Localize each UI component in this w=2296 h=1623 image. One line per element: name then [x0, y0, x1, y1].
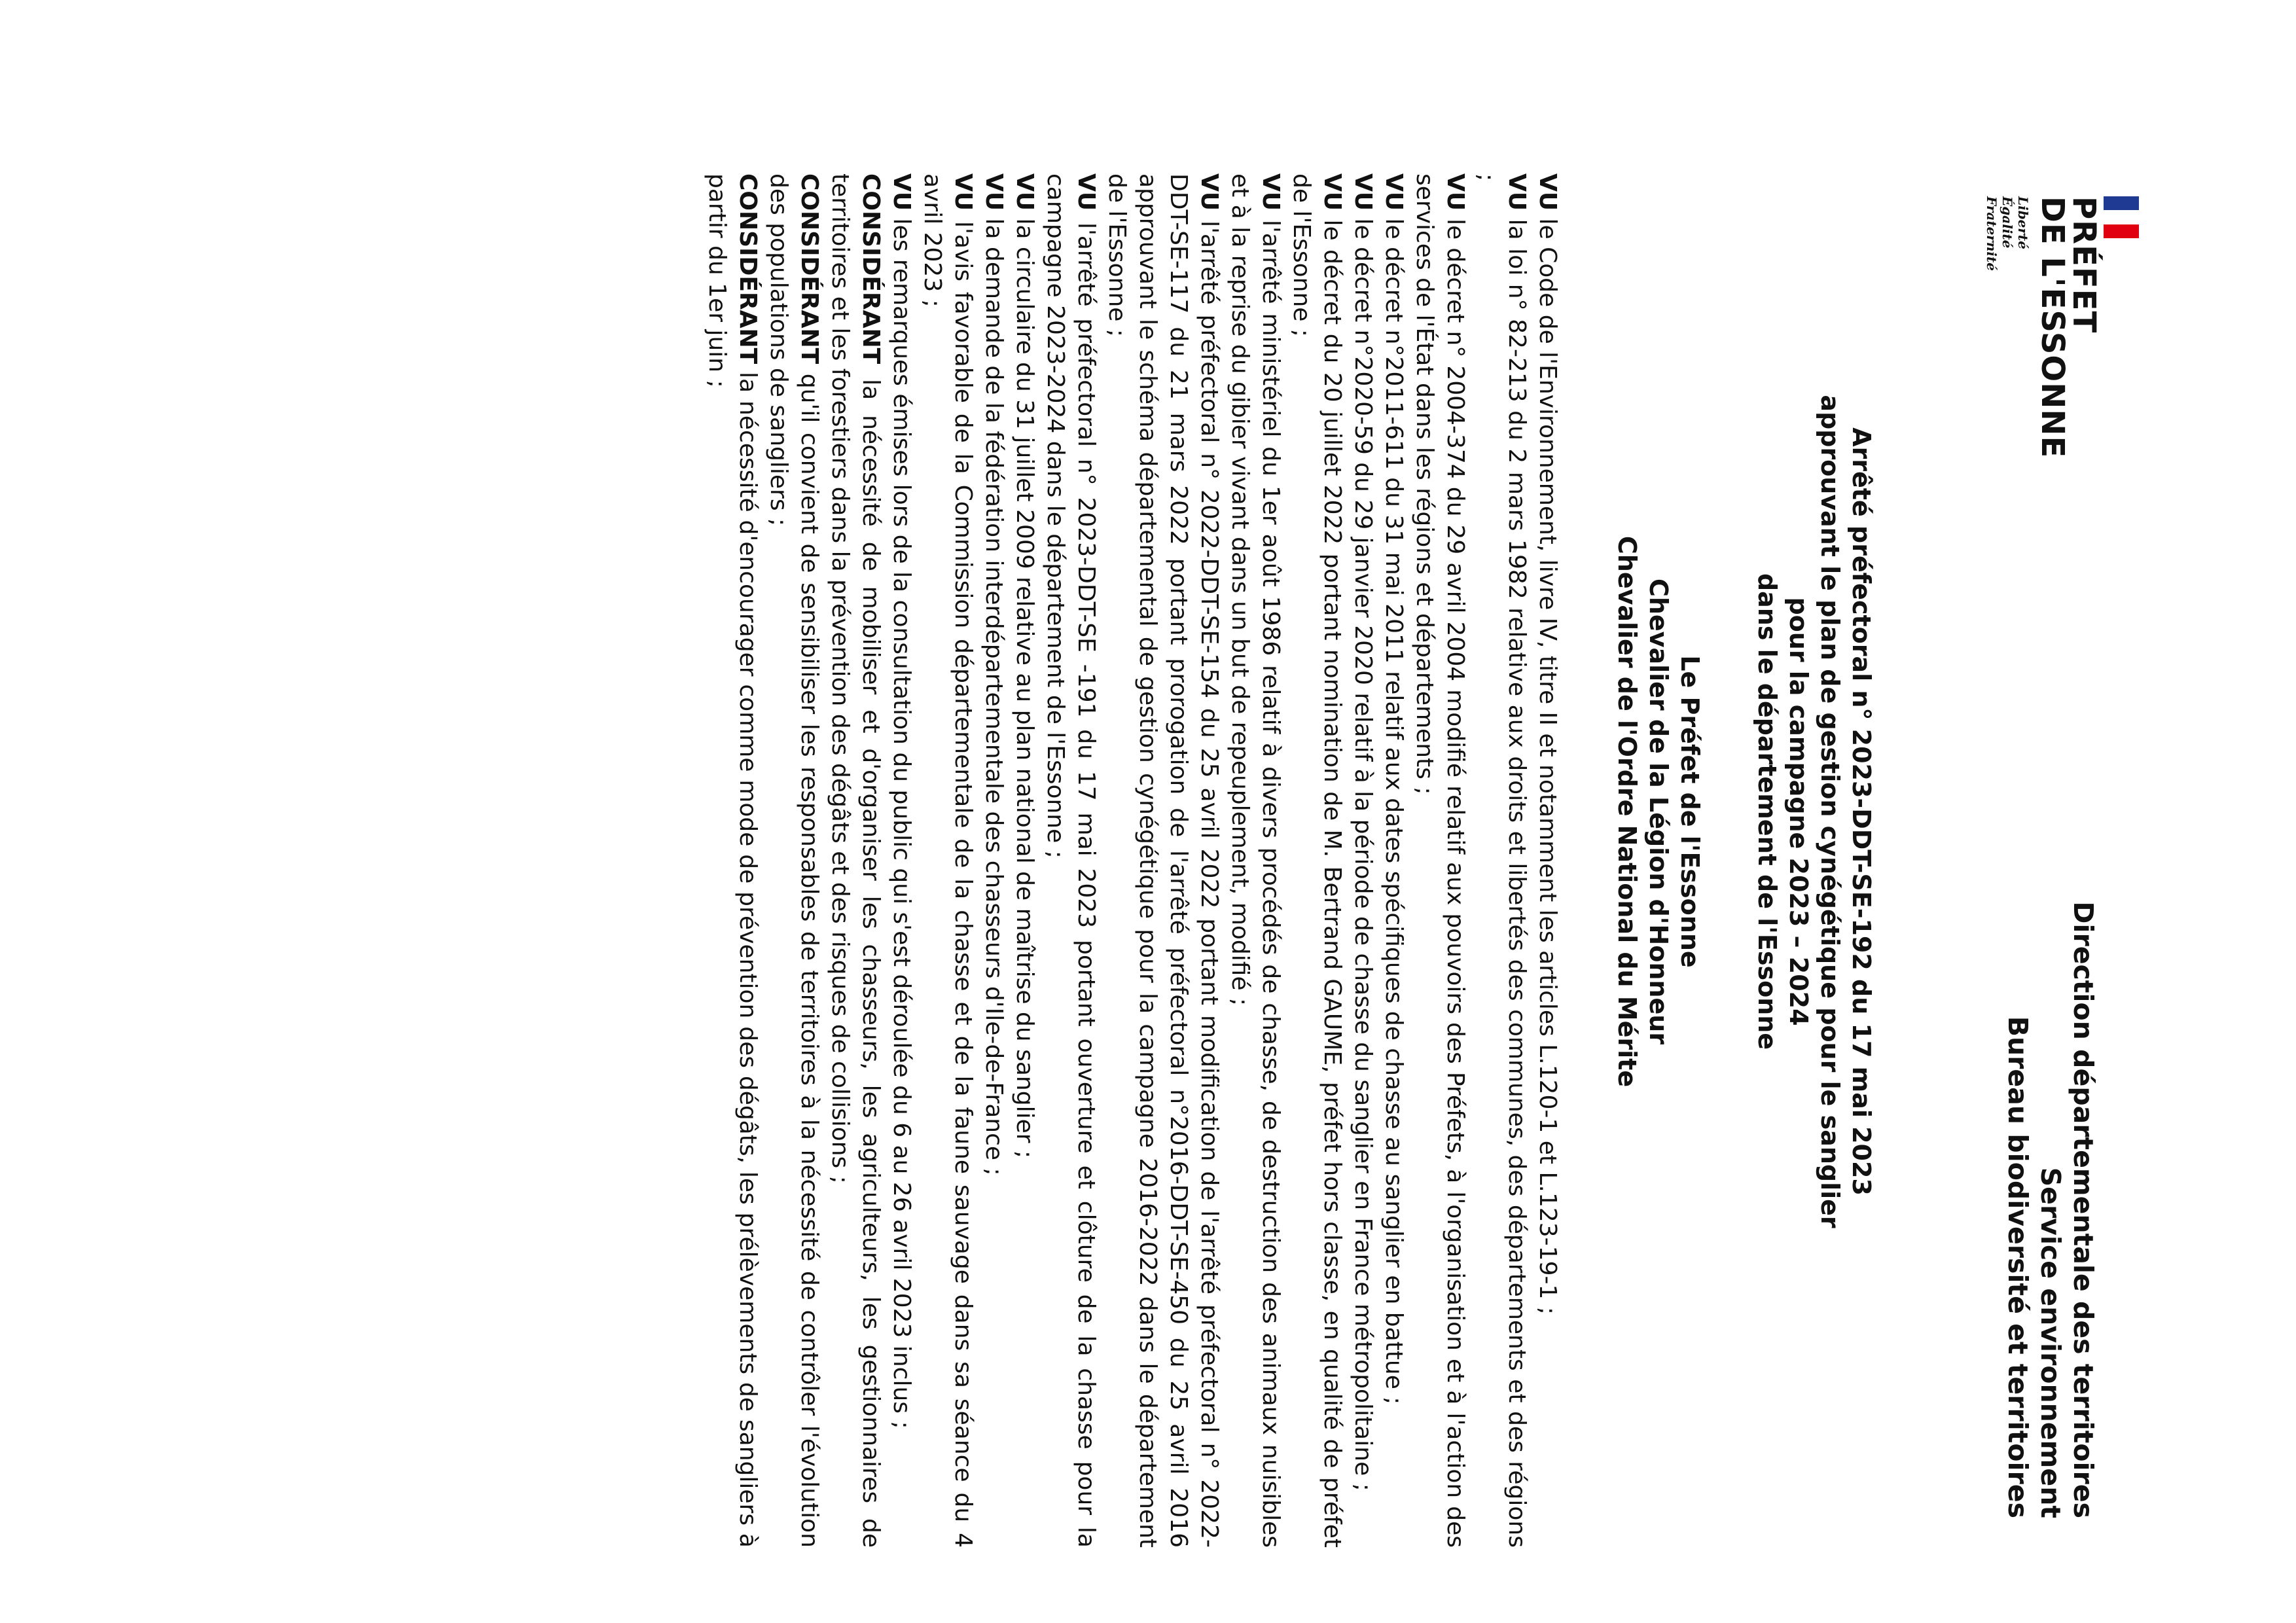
- visas-and-considerations: [702, 173, 1563, 1548]
- paragraph-13: [886, 173, 917, 1548]
- paragraph-keyword: CONSIDÉRANT: [734, 173, 761, 365]
- paragraph-text: le décret n°2011-611 du 31 mai 2011 relatif aux dates spécifiques de chasse au sanglier en battue ;: [1380, 211, 1407, 1405]
- paragraph-text: qu'il convient de sensibiliser les responsables de territoires à la nécessité de contrôler l'évolution des populations de sangliers ;: [765, 173, 823, 1548]
- flag-white-stripe: [2104, 210, 2139, 224]
- service-line2: Service environnement: [2035, 1167, 2066, 1518]
- paragraph-keyword: VU: [1442, 173, 1469, 211]
- paragraph-7: [1225, 173, 1286, 1548]
- paragraph-text: l'avis favorable de la Commission départementale de la chasse et de la faune sauvage dans sa séance du 4 avril 2023 ;: [919, 173, 977, 1548]
- paragraph-text: le décret du 20 juillet 2022 portant nomination de M. Bertrand GAUME, préfet hors classe, en qualité de préfet de l'Essonne ;: [1288, 173, 1346, 1548]
- paragraph-text: la loi n° 82-213 du 2 mars 1982 relative aux droits et libertés des communes, des départements et des régions ;: [1473, 173, 1530, 1548]
- paragraph-keyword: VU: [888, 173, 915, 211]
- paragraph-text: l'arrêté préfectoral n° 2022-DDT-SE-154 du 25 avril 2022 portant modification de l'arrêté préfectoral n° 2022-DDT-SE-117 du 21 mars 2022 portant prorogation de l'arrêté préfectoral n°2016-DDT-SE-450 du 25 avril 2016 approuvant le schéma départemental de gestion cynégétique pour la campagne 2016-2022 dans le département de l'Essonne ;: [1103, 173, 1223, 1548]
- arrete-line2: approuvant le plan de gestion cynégétique pour le sanglier: [1816, 395, 1844, 1228]
- motto-liberte: Liberté: [2015, 196, 2031, 249]
- paragraph-keyword: VU: [1319, 173, 1346, 211]
- prefet-name-block: [2034, 196, 2102, 459]
- arrete-title: [1611, 0, 1877, 1623]
- paragraph-text: la circulaire du 31 juillet 2009 relative au plan national de maîtrise du sanglier ;: [1011, 211, 1038, 1159]
- paragraph-keyword: CONSIDÉRANT: [857, 173, 884, 365]
- paragraph-16: [702, 173, 763, 1548]
- service-line1: Direction départementale des territoires: [2068, 901, 2099, 1518]
- flag-blue-stripe: [2104, 196, 2139, 210]
- arrete-line4: dans le département de l'Essonne: [1753, 573, 1782, 1050]
- flag-red-stripe: [2104, 224, 2139, 238]
- arrete-line3: pour la campagne 2023 – 2024: [1784, 597, 1813, 1026]
- paragraph-keyword: VU: [1534, 173, 1561, 211]
- paragraph-5: [1348, 173, 1378, 1548]
- motto-egalite: Égalité: [2000, 196, 2015, 249]
- prefet-name-line2: DE L'ESSONNE: [2034, 196, 2071, 459]
- paragraph-keyword: VU: [980, 173, 1007, 211]
- motto-fraternite: Fraternité: [1984, 196, 2000, 271]
- paragraph-keyword: VU: [1073, 173, 1100, 211]
- paragraph-keyword: VU: [1196, 173, 1223, 211]
- paragraph-text: l'arrêté préfectoral n° 2023-DDT-SE -191 du 17 mai 2023 portant ouverture et clôture de la chasse pour la campagne 2023-2024 dans le département de l'Essonne ;: [1042, 173, 1100, 1548]
- service-header: [2001, 901, 2100, 1518]
- republic-motto: [1984, 196, 2031, 271]
- paragraph-1: [1532, 173, 1563, 1548]
- paragraph-keyword: VU: [1257, 173, 1284, 211]
- paragraph-3: [1409, 173, 1471, 1548]
- paragraph-11: [978, 173, 1009, 1548]
- paragraph-keyword: VU: [1503, 173, 1530, 211]
- paragraph-text: le décret n° 2004-374 du 29 avril 2004 modifié relatif aux pouvoirs des Préfets, à l'organisation et à l'action des services de l'État dans les régions et départements ;: [1411, 173, 1469, 1548]
- paragraph-keyword: VU: [950, 173, 977, 211]
- paragraph-8: [1102, 173, 1225, 1548]
- paragraph-4: [1378, 173, 1409, 1548]
- paragraph-text: l'arrêté ministériel du 1er août 1986 relatif à divers procédés de chasse, de destruction des animaux nuisibles et à la reprise du gibier vivant dans un but de repeuplement, modifié ;: [1227, 173, 1284, 1548]
- paragraph-keyword: CONSIDÉRANT: [796, 173, 823, 365]
- prefet-name-line1: PRÉFET: [2066, 196, 2102, 334]
- paragraph-keyword: VU: [1011, 173, 1038, 211]
- paragraph-15: [763, 173, 825, 1548]
- signatory-line2: Chevalier de la Légion d'Honneur: [1644, 578, 1673, 1045]
- paragraph-keyword: VU: [1380, 173, 1407, 211]
- service-line3: Bureau biodiversité et territoires: [2002, 1016, 2034, 1518]
- paragraph-6: [1286, 173, 1348, 1548]
- arrete-line1: Arrêté préfectoral n° 2023-DDT-SE-192 du 17 mai 2023: [1847, 427, 1876, 1196]
- paragraph-10: [1009, 173, 1040, 1548]
- paragraph-keyword: VU: [1350, 173, 1376, 211]
- paragraph-text: le décret n°2020-59 du 29 janvier 2020 relatif à la période de chasse du sanglier en France métropolitaine ;: [1350, 211, 1376, 1491]
- marianne-flag-logo: [2104, 196, 2139, 238]
- paragraph-text: la nécessité d'encourager comme mode de prévention des dégâts, les prélèvements de sangliers à partir du 1er juin ;: [704, 173, 761, 1548]
- paragraph-text: la demande de la fédération interdépartementale des chasseurs d'Ile-de-France ;: [980, 211, 1007, 1176]
- paragraph-text: le Code de l'Environnement, livre IV, titre II et notamment les articles L.120-1 et L.123-19-1 ;: [1534, 211, 1561, 1315]
- signatory-line3: Chevalier de l'Ordre National du Mérite: [1613, 535, 1641, 1088]
- paragraph-12: [917, 173, 978, 1548]
- paragraph-text: les remarques émises lors de la consultation du public qui s'est déroulée du 6 au 26 avril 2023 inclus ;: [888, 211, 915, 1429]
- paragraph-2: [1471, 173, 1532, 1548]
- paragraph-9: [1040, 173, 1102, 1548]
- paragraph-text: la nécessité de mobiliser et d'organiser les chasseurs, les agriculteurs, les gestionnaires de territoires et les forestiers dans la prévention des dégâts et des risques de collisions ;: [827, 173, 884, 1548]
- paragraph-14: [825, 173, 886, 1548]
- signatory-line1: Le Préfet de l'Essonne: [1676, 655, 1704, 968]
